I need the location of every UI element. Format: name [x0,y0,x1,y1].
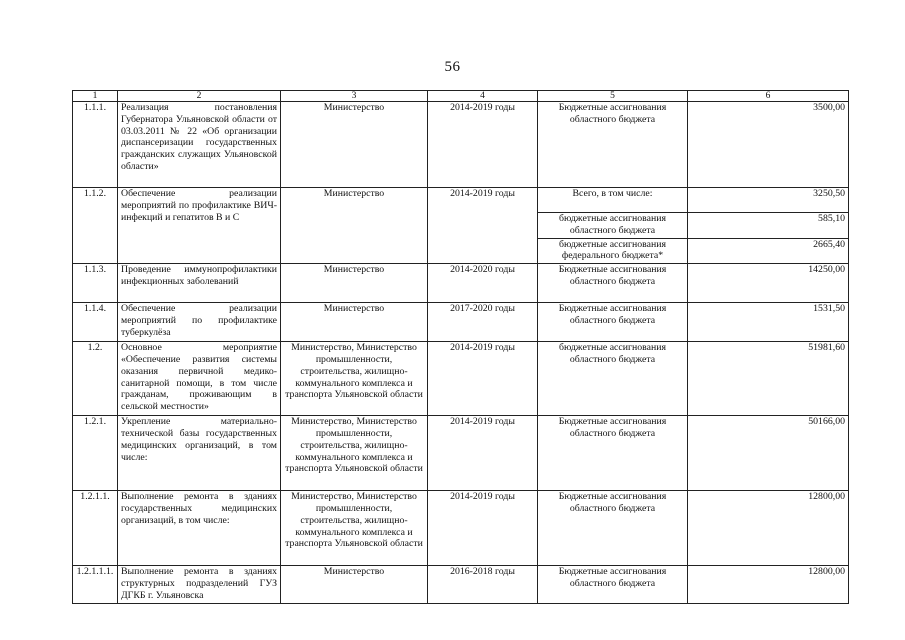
row-measure-name: Основное мероприятие «Обеспечение развития системы оказания первичной медико-санитарной помощи, в том числе гражданам, проживающим в сельской местности» [118,342,281,416]
budget-table [72,90,849,604]
row-funding-source: Всего, в том числе: [538,188,688,213]
row-measure-name: Обеспечение реализации мероприятий по профилактике ВИЧ-инфекций и гепатитов B и C [118,188,281,264]
row-funding-source: Бюджетные ассигнования областного бюджета [538,303,688,342]
header-cell-col-4: 4 [428,91,538,102]
header-cell-col-6: 6 [688,91,849,102]
row-funding-source: бюджетные ассигнования областного бюджета [538,342,688,416]
row-number: 1.2.1.1. [73,491,118,566]
row-term: 2014-2019 годы [428,342,538,416]
row-executor: Министерство, Министерство промышленности, строительства, жилищно-коммунального комплекса и транспорта Ульяновской области [281,491,428,566]
table-row [73,303,849,342]
row-term: 2014-2019 годы [428,416,538,491]
row-amount: 585,10 [688,213,849,239]
page-number: 56 [444,59,461,75]
row-amount: 3500,00 [688,102,849,188]
row-measure-name: Проведение иммунопрофилактики инфекционных заболеваний [118,264,281,303]
table-header [73,91,849,102]
row-term: 2014-2019 годы [428,102,538,188]
row-funding-source: Бюджетные ассигнования областного бюджета [538,102,688,188]
row-amount: 3250,50 [688,188,849,213]
row-funding-source: Бюджетные ассигнования областного бюджета [538,264,688,303]
row-term: 2014-2020 годы [428,264,538,303]
row-executor: Министерство [281,303,428,342]
table-row [73,102,849,188]
row-measure-name: Укрепление материально-технической базы государственных медицинских организаций, в том числе: [118,416,281,491]
table-row [73,416,849,491]
table-row [73,264,849,303]
row-funding-source: бюджетные ассигнования федерального бюджета* [538,238,688,264]
row-funding-source: бюджетные ассигнования областного бюджета [538,213,688,239]
row-executor: Министерство [281,102,428,188]
row-term: 2014-2019 годы [428,491,538,566]
row-number: 1.1.4. [73,303,118,342]
row-measure-name: Обеспечение реализации мероприятий по профилактике туберкулёза [118,303,281,342]
row-funding-source: Бюджетные ассигнования областного бюджета [538,416,688,491]
header-cell-col-2: 2 [118,91,281,102]
row-amount: 14250,00 [688,264,849,303]
row-measure-name: Выполнение ремонта в зданиях структурных подразделений ГУЗ ДГКБ г. Ульяновска [118,566,281,604]
row-number: 1.2. [73,342,118,416]
row-funding-source: Бюджетные ассигнования областного бюджета [538,566,688,604]
table-row [73,342,849,416]
header-row [73,91,849,102]
row-executor: Министерство [281,188,428,264]
row-number: 1.1.1. [73,102,118,188]
row-measure-name: Реализация постановления Губернатора Ульяновской области от 03.03.2011 № 22 «Об организации диспансеризации государственных гражданских служащих Ульяновской области» [118,102,281,188]
table-row [73,188,849,213]
row-amount: 51981,60 [688,342,849,416]
table-row [73,491,849,566]
row-executor: Министерство, Министерство промышленности, строительства, жилищно-коммунального комплекса и транспорта Ульяновской области [281,342,428,416]
row-number: 1.2.1.1.1. [73,566,118,604]
row-term: 2014-2019 годы [428,188,538,264]
row-amount: 2665,40 [688,238,849,264]
row-amount: 50166,00 [688,416,849,491]
row-amount: 12800,00 [688,491,849,566]
header-cell-col-5: 5 [538,91,688,102]
row-executor: Министерство [281,264,428,303]
row-measure-name: Выполнение ремонта в зданиях государственных медицинских организаций, в том числе: [118,491,281,566]
table-row [73,566,849,604]
header-cell-col-3: 3 [281,91,428,102]
row-executor: Министерство [281,566,428,604]
row-amount: 12800,00 [688,566,849,604]
row-number: 1.2.1. [73,416,118,491]
row-amount: 1531,50 [688,303,849,342]
row-number: 1.1.2. [73,188,118,264]
row-term: 2017-2020 годы [428,303,538,342]
row-number: 1.1.3. [73,264,118,303]
row-executor: Министерство, Министерство промышленности, строительства, жилищно-коммунального комплекса и транспорта Ульяновской области [281,416,428,491]
row-term: 2016-2018 годы [428,566,538,604]
header-cell-col-1: 1 [73,91,118,102]
row-funding-source: Бюджетные ассигнования областного бюджета [538,491,688,566]
